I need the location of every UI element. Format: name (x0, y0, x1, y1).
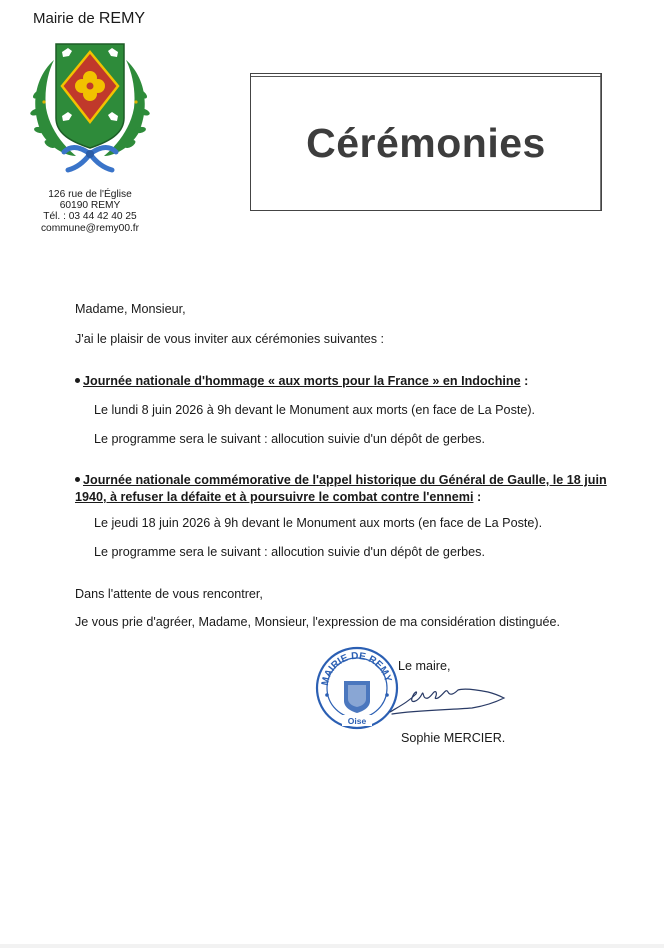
event-2-heading (75, 472, 610, 506)
mairie-name (33, 10, 145, 28)
event-2-program: Le programme sera le suivant : allocution suivie d'un dépôt de gerbes. (94, 545, 485, 559)
event-2-title-line2: 1940, à refuser la défaite et à poursuivre le combat contre l'ennemi (75, 490, 474, 504)
stamp-text-bottom: Oise (347, 716, 367, 726)
handwritten-signature (388, 680, 510, 720)
page-title: Cérémonies (306, 120, 546, 166)
closing-line-2: Je vous prie d'agréer, Madame, Monsieur, l'expression de ma considération distinguée. (75, 615, 561, 629)
title-box (250, 73, 602, 211)
page-bottom-edge (0, 944, 664, 948)
event-1-program: Le programme sera le suivant : allocution suivie d'un dépôt de gerbes. (94, 432, 485, 446)
mairie-label: Mairie de (33, 10, 95, 27)
event-2-suffix: : (473, 490, 482, 504)
signature-role: Le maire, (398, 659, 451, 673)
event-1-title: Journée nationale d'hommage « aux morts pour la France » en Indochine (83, 374, 521, 388)
event-2-title-line1: Journée nationale commémorative de l'appel historique du Général de Gaulle, le 18 juin (83, 473, 607, 487)
bullet-icon (75, 378, 80, 383)
mairie-town: REMY (98, 10, 146, 27)
address-phone: Tél. : 03 44 42 40 25 (43, 211, 137, 223)
bullet-icon (75, 477, 80, 482)
address-street: 126 rue de l'Église (48, 189, 132, 200)
event-1-heading (75, 373, 610, 390)
address-postal: 60190 REMY (59, 200, 121, 212)
salutation: Madame, Monsieur, (75, 302, 186, 316)
event-2-date: Le jeudi 18 juin 2026 à 9h devant le Monument aux morts (en face de La Poste). (94, 516, 543, 530)
town-coat-of-arms-icon (24, 38, 156, 180)
event-1-suffix: : (520, 374, 529, 388)
closing-line-1: Dans l'attente de vous rencontrer, (75, 587, 263, 601)
signatory-name: Sophie MERCIER. (401, 731, 506, 745)
address-email: commune@remy00.fr (40, 222, 140, 234)
event-1-date: Le lundi 8 juin 2026 à 9h devant le Monument aux morts (en face de La Poste). (94, 403, 536, 417)
mairie-address (24, 189, 156, 234)
stamp-text-top: MAIRIE DE REMY (319, 650, 394, 687)
intro-text: J'ai le plaisir de vous inviter aux cérémonies suivantes : (75, 332, 384, 346)
